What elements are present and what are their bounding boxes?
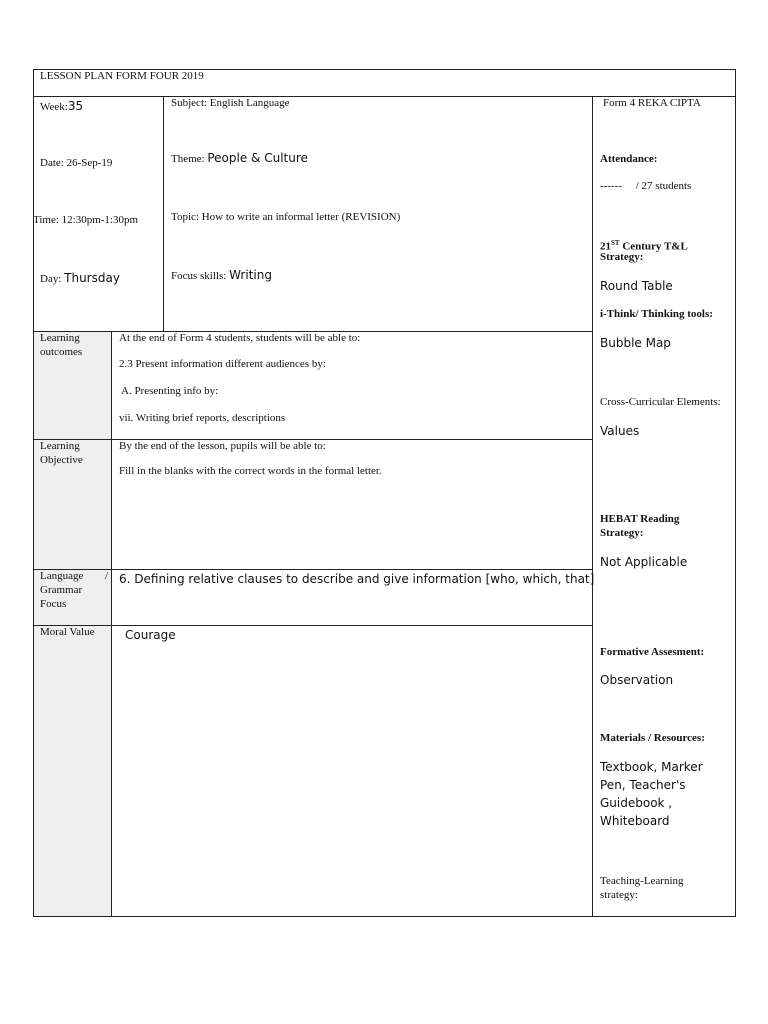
language-label-a: Language [40,570,84,582]
focus-value: Writing [229,268,272,282]
day-value: Thursday [64,271,120,285]
week-field [40,99,83,114]
attendance-value: ------ / 27 students [600,180,692,192]
topic-field: Topic: How to write an informal letter (REVISION) [171,211,401,223]
language-label-slash: / [104,570,108,582]
form-class: Form 4 REKA CIPTA [603,97,701,109]
cross-curricular-label: Cross-Curricular Elements: [600,396,721,408]
materials-line: Whiteboard [600,814,670,828]
week-label: Week: [40,101,68,113]
materials-label: Materials / Resources: [600,732,705,744]
hebat-value: Not Applicable [600,555,688,569]
hebat-label: HEBAT Reading Strategy: [600,513,680,539]
moral-value: Courage [125,628,176,642]
language-label-b: Grammar [40,584,83,596]
theme-label: Theme: [171,153,205,165]
language-label [40,569,108,611]
moral-content-cell [111,625,593,917]
outcomes-label: Learning outcomes [40,332,83,358]
ithink-value: Bubble Map [600,336,671,350]
objective-line-1: By the end of the lesson, pupils will be able to: [119,440,326,452]
objective-content-cell [111,439,593,570]
language-value: 6. Defining relative clauses to describe and give information [who, which, that] [119,572,595,586]
focus-label: Focus skills: [171,270,227,282]
objective-line-2: Fill in the blanks with the correct words in the formal letter. [119,465,382,477]
ithink-label: i-Think/ Thinking tools: [600,308,713,320]
header-title: LESSON PLAN FORM FOUR 2019 [40,70,204,82]
strategy-label: Strategy: [600,251,644,263]
outcome-line-1: At the end of Form 4 students, students will be able to: [119,332,361,344]
strategy-value: Round Table [600,279,673,293]
theme-value: People & Culture [207,151,308,165]
day-field [40,271,120,286]
attendance-label: Attendance: [600,153,658,165]
outcome-line-2: 2.3 Present information different audiences by: [119,358,326,370]
materials-line: Pen, Teacher's [600,778,686,792]
day-label: Day: [40,273,62,285]
formative-label: Formative Assesment: [600,646,705,658]
cross-curricular-value: Values [600,424,640,438]
teaching-learning-label: Teaching-Learning strategy: [600,875,684,901]
language-label-c: Focus [40,598,67,610]
moral-label: Moral Value [40,626,95,638]
week-value: 35 [67,99,84,113]
objective-label: Learning Objective [40,440,83,466]
time-field: Time: 12:30pm-1:30pm [33,214,139,226]
materials-line: Guidebook , [600,796,673,810]
subject-field: Subject: English Language [171,97,290,109]
formative-value: Observation [600,673,674,687]
outcome-line-4: vii. Writing brief reports, descriptions [119,412,286,424]
century-label: 21ST Century T&L [600,239,688,253]
materials-line: Textbook, Marker [600,760,703,774]
moral-label-cell [33,625,112,917]
focus-skills-field [171,268,272,283]
materials-value [600,758,703,830]
date-field: Date: 26-Sep-19 [40,157,113,169]
theme-field [171,151,308,166]
outcome-line-3: A. Presenting info by: [121,385,219,397]
